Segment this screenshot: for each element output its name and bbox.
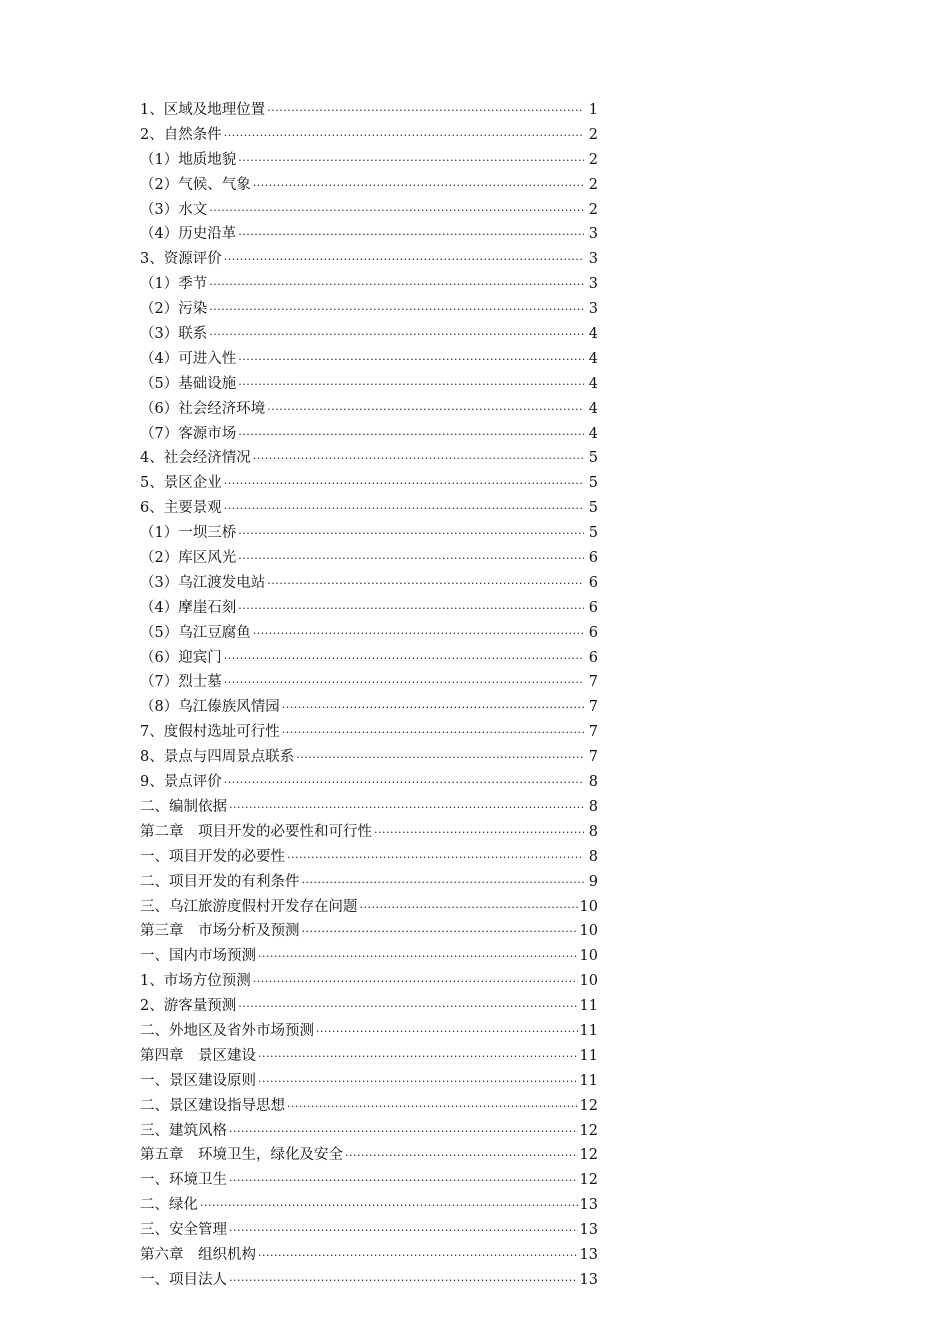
toc-entry-page-number: 11	[579, 1047, 598, 1064]
toc-entry-title: 第四章 景区建设	[140, 1047, 256, 1064]
toc-entry	[140, 521, 598, 546]
toc-entry-title: 二、编制依据	[140, 798, 227, 815]
toc-leader-dots	[224, 771, 584, 795]
toc-entry	[140, 347, 598, 372]
toc-entry-page-number: 5	[588, 450, 598, 467]
toc-entry	[140, 123, 598, 148]
toc-leader-dots	[238, 149, 584, 173]
toc-entry	[140, 98, 598, 123]
toc-entry-title: 一、环境卫生	[140, 1172, 227, 1189]
toc-entry-page-number: 5	[588, 475, 598, 492]
toc-entry	[140, 745, 598, 770]
toc-entry-page-number: 2	[588, 151, 598, 168]
toc-entry-title: 9、景点评价	[140, 774, 222, 791]
toc-leader-dots	[238, 348, 584, 372]
toc-entry-page-number: 12	[579, 1172, 598, 1189]
toc-entry-page-number: 1	[588, 102, 598, 118]
toc-entry	[140, 820, 598, 845]
toc-entry	[140, 496, 598, 521]
toc-entry-page-number: 8	[588, 848, 598, 865]
toc-leader-dots	[238, 373, 584, 397]
toc-entry	[140, 372, 598, 397]
toc-entry-page-number: 6	[588, 624, 598, 641]
toc-leader-dots	[258, 1045, 578, 1069]
toc-leader-dots	[267, 398, 584, 422]
toc-entry-page-number: 13	[579, 1222, 598, 1239]
toc-entry-title: 2、自然条件	[140, 126, 222, 143]
toc-leader-dots	[253, 174, 584, 198]
toc-entry-page-number: 10	[579, 923, 598, 940]
toc-leader-dots	[209, 199, 584, 223]
toc-entry-title: 一、景区建设原则	[140, 1072, 256, 1089]
toc-leader-dots	[224, 497, 584, 521]
toc-leader-dots	[238, 597, 584, 621]
toc-leader-dots	[200, 1194, 578, 1218]
toc-leader-dots	[224, 248, 584, 272]
toc-leader-dots	[209, 323, 584, 347]
toc-leader-dots	[287, 1095, 578, 1119]
toc-entry-title: （4）历史沿革	[140, 226, 237, 243]
toc-entry	[140, 397, 598, 422]
toc-entry-title: （1）一坝三桥	[140, 525, 237, 542]
toc-entry	[140, 795, 598, 820]
toc-leader-dots	[209, 298, 584, 322]
toc-entry-page-number: 2	[588, 201, 598, 218]
toc-leader-dots	[238, 522, 584, 546]
toc-entry	[140, 695, 598, 720]
toc-leader-dots	[302, 920, 578, 944]
toc-entry-title: （7）客源市场	[140, 425, 237, 442]
toc-entry-page-number: 10	[579, 948, 598, 965]
toc-entry-title: 二、绿化	[140, 1197, 198, 1214]
toc-entry-title: 1、市场方位预测	[140, 973, 251, 990]
toc-entry-page-number: 7	[588, 674, 598, 691]
toc-entry	[140, 770, 598, 795]
toc-entry-page-number: 7	[588, 724, 598, 741]
toc-entry-page-number: 7	[588, 749, 598, 766]
toc-leader-dots	[258, 1244, 578, 1268]
toc-entry	[140, 1069, 598, 1094]
toc-leader-dots	[287, 846, 584, 870]
toc-entry-title: 一、国内市场预测	[140, 948, 256, 965]
toc-entry	[140, 870, 598, 895]
toc-entry	[140, 1094, 598, 1119]
toc-entry-title: （2）气候、气象	[140, 176, 251, 193]
toc-entry-title: （4）可进入性	[140, 350, 237, 367]
toc-entry-page-number: 11	[579, 1072, 598, 1089]
toc-entry	[140, 173, 598, 198]
toc-entry-page-number: 10	[579, 898, 598, 915]
toc-entry-title: 二、项目开发的有利条件	[140, 873, 300, 890]
toc-entry-page-number: 3	[588, 276, 598, 293]
toc-entry	[140, 646, 598, 671]
toc-leader-dots	[282, 696, 584, 720]
toc-entry-page-number: 5	[588, 525, 598, 542]
toc-entry-page-number: 8	[588, 798, 598, 815]
toc-entry	[140, 198, 598, 223]
toc-entry-page-number: 3	[588, 301, 598, 318]
toc-entry	[140, 148, 598, 173]
toc-entry	[140, 969, 598, 994]
toc-entry-title: （3）乌江渡发电站	[140, 574, 266, 591]
toc-leader-dots	[296, 746, 584, 770]
toc-leader-dots	[224, 647, 584, 671]
toc-entry	[140, 1243, 598, 1268]
toc-entry-title: 第六章 组织机构	[140, 1246, 256, 1263]
toc-leader-dots	[229, 1269, 578, 1293]
toc-entry	[140, 720, 598, 745]
toc-entry	[140, 322, 598, 347]
toc-entry-title: 三、乌江旅游度假村开发存在问题	[140, 898, 358, 915]
toc-entry-title: 4、社会经济情况	[140, 450, 251, 467]
toc-entry	[140, 1019, 598, 1044]
toc-entry-page-number: 11	[579, 1022, 598, 1039]
toc-entry	[140, 222, 598, 247]
toc-entry-title: 三、建筑风格	[140, 1122, 227, 1139]
toc-entry-title: （8）乌江傣族风情园	[140, 699, 280, 716]
toc-leader-dots	[282, 721, 584, 745]
toc-leader-dots	[229, 1169, 578, 1193]
toc-entry	[140, 297, 598, 322]
toc-entry-title: （5）基础设施	[140, 375, 237, 392]
toc-entry-page-number: 13	[579, 1246, 598, 1263]
toc-entry	[140, 1168, 598, 1193]
toc-leader-dots	[238, 995, 577, 1019]
table-of-contents	[140, 98, 598, 1293]
toc-entry-title: 1、区域及地理位置	[140, 102, 266, 118]
toc-entry-page-number: 3	[588, 251, 598, 268]
toc-entry-page-number: 13	[579, 1271, 598, 1288]
toc-entry-title: 第五章 环境卫生，绿化及安全	[140, 1147, 343, 1164]
toc-entry-title: （4）摩崖石刻	[140, 599, 237, 616]
toc-leader-dots	[238, 423, 584, 447]
toc-leader-dots	[229, 796, 584, 820]
toc-entry-title: 3、资源评价	[140, 251, 222, 268]
toc-entry	[140, 1268, 598, 1293]
toc-entry	[140, 1119, 598, 1144]
toc-entry	[140, 571, 598, 596]
toc-entry	[140, 272, 598, 297]
toc-entry-title: 三、安全管理	[140, 1222, 227, 1239]
toc-entry	[140, 919, 598, 944]
toc-leader-dots	[267, 572, 584, 596]
toc-entry-title: （6）迎宾门	[140, 649, 222, 666]
toc-entry-page-number: 7	[588, 699, 598, 716]
toc-entry-title: 5、景区企业	[140, 475, 222, 492]
toc-entry	[140, 1143, 598, 1168]
toc-entry-page-number: 11	[579, 998, 598, 1015]
toc-entry	[140, 621, 598, 646]
toc-entry	[140, 895, 598, 920]
toc-entry-page-number: 4	[588, 375, 598, 392]
toc-entry-page-number: 12	[579, 1147, 598, 1164]
toc-leader-dots	[253, 970, 578, 994]
toc-leader-dots	[258, 1070, 578, 1094]
toc-leader-dots	[209, 273, 584, 297]
toc-entry-title: （1）地质地貌	[140, 151, 237, 168]
toc-leader-dots	[253, 622, 584, 646]
toc-leader-dots	[360, 896, 578, 920]
toc-leader-dots	[302, 871, 585, 895]
toc-entry	[140, 471, 598, 496]
toc-leader-dots	[229, 1120, 578, 1144]
toc-leader-dots	[316, 1020, 578, 1044]
toc-entry-title: 二、外地区及省外市场预测	[140, 1022, 314, 1039]
toc-entry-page-number: 12	[579, 1122, 598, 1139]
toc-entry-title: （5）乌江豆腐鱼	[140, 624, 251, 641]
toc-entry-page-number: 8	[588, 823, 598, 840]
toc-entry-title: 6、主要景观	[140, 500, 222, 517]
toc-entry-title: （2）库区风光	[140, 550, 237, 567]
toc-entry-page-number: 4	[588, 400, 598, 417]
toc-leader-dots	[258, 945, 578, 969]
toc-entry-title: （1）季节	[140, 276, 208, 293]
toc-entry	[140, 994, 598, 1019]
toc-entry	[140, 1193, 598, 1218]
toc-entry-page-number: 8	[588, 774, 598, 791]
toc-entry-page-number: 3	[588, 226, 598, 243]
toc-entry-page-number: 2	[588, 126, 598, 143]
toc-entry	[140, 1044, 598, 1069]
toc-entry-page-number: 5	[588, 500, 598, 517]
toc-entry-title: （7）烈士墓	[140, 674, 222, 691]
toc-entry-title: （2）污染	[140, 301, 208, 318]
toc-leader-dots	[238, 223, 584, 247]
toc-entry	[140, 247, 598, 272]
toc-entry	[140, 546, 598, 571]
toc-entry-title: 2、游客量预测	[140, 998, 237, 1015]
toc-leader-dots	[238, 547, 584, 571]
toc-leader-dots	[374, 821, 584, 845]
toc-leader-dots	[224, 472, 584, 496]
toc-entry	[140, 422, 598, 447]
toc-entry-page-number: 6	[588, 550, 598, 567]
toc-entry-title: 第二章 项目开发的必要性和可行性	[140, 823, 372, 840]
toc-entry-title: 一、项目法人	[140, 1271, 227, 1288]
toc-entry	[140, 944, 598, 969]
toc-leader-dots	[224, 124, 584, 148]
toc-entry	[140, 670, 598, 695]
toc-entry-title: 一、项目开发的必要性	[140, 848, 285, 865]
toc-entry-page-number: 4	[588, 425, 598, 442]
toc-entry-title: 二、景区建设指导思想	[140, 1097, 285, 1114]
toc-entry-page-number: 9	[588, 873, 598, 890]
toc-entry-page-number: 10	[579, 973, 598, 990]
toc-entry-title: （3）水文	[140, 201, 208, 218]
toc-entry-page-number: 6	[588, 649, 598, 666]
toc-leader-dots	[345, 1144, 578, 1168]
toc-entry-title: 7、度假村选址可行性	[140, 724, 280, 741]
toc-entry-page-number: 6	[588, 599, 598, 616]
toc-entry-title: 第三章 市场分析及预测	[140, 923, 300, 940]
toc-leader-dots	[267, 99, 584, 123]
toc-entry-title: （6）社会经济环境	[140, 400, 266, 417]
toc-entry-title: （3）联系	[140, 326, 208, 343]
toc-entry-page-number: 4	[588, 326, 598, 343]
toc-entry-page-number: 4	[588, 350, 598, 367]
toc-entry	[140, 446, 598, 471]
toc-entry-title: 8、景点与四周景点联系	[140, 749, 295, 766]
toc-entry	[140, 596, 598, 621]
toc-entry-page-number: 13	[579, 1197, 598, 1214]
toc-leader-dots	[253, 447, 584, 471]
toc-entry-page-number: 12	[579, 1097, 598, 1114]
toc-entry-page-number: 6	[588, 574, 598, 591]
toc-entry	[140, 1218, 598, 1243]
toc-entry	[140, 845, 598, 870]
toc-leader-dots	[229, 1219, 578, 1243]
toc-entry-page-number: 2	[588, 176, 598, 193]
toc-leader-dots	[224, 671, 584, 695]
